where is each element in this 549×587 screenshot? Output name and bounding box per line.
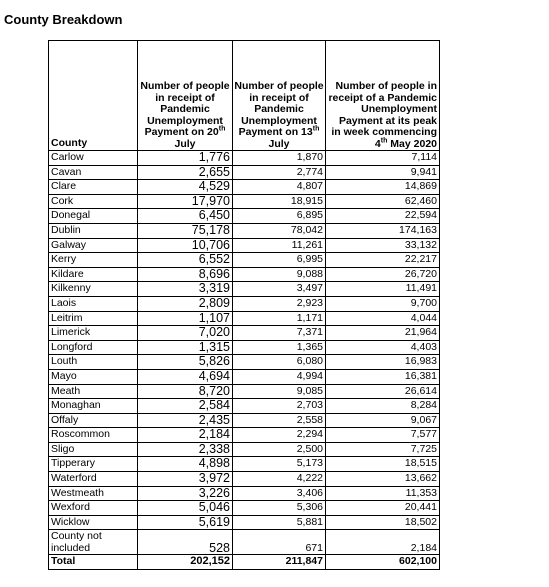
- county-cell: Kerry: [49, 253, 138, 268]
- header-peak: Number of people in receipt of a Pandemic Unemployment Payment at its peak in week commencing 4th May 2020: [326, 41, 440, 151]
- county-cell: Clare: [49, 180, 138, 195]
- county-cell: Louth: [49, 355, 138, 370]
- county-cell: Galway: [49, 238, 138, 253]
- jul20-cell: 8,696: [138, 267, 233, 282]
- peak-cell: 33,132: [326, 238, 440, 253]
- peak-cell: 14,869: [326, 180, 440, 195]
- jul13-cell: 11,261: [233, 238, 326, 253]
- peak-cell: 11,353: [326, 486, 440, 501]
- table-row: [49, 369, 440, 384]
- table-row: [49, 384, 440, 399]
- jul13-cell: 2,500: [233, 442, 326, 457]
- jul20-cell: 5,826: [138, 355, 233, 370]
- header-row: [49, 41, 440, 151]
- jul13-cell: 5,306: [233, 501, 326, 516]
- total-row: [49, 555, 440, 570]
- county-cell: Longford: [49, 340, 138, 355]
- jul13-cell: 2,774: [233, 165, 326, 180]
- table-row: [49, 399, 440, 414]
- county-cell: Waterford: [49, 472, 138, 487]
- jul20-cell: 17,970: [138, 194, 233, 209]
- county-cell: Wicklow: [49, 515, 138, 530]
- table-row: [49, 355, 440, 370]
- peak-cell: 4,403: [326, 340, 440, 355]
- peak-cell: 21,964: [326, 326, 440, 341]
- peak-cell: 16,983: [326, 355, 440, 370]
- peak-cell: 62,460: [326, 194, 440, 209]
- jul20-cell: 202,152: [138, 555, 233, 570]
- peak-cell: 4,044: [326, 311, 440, 326]
- jul13-cell: 6,995: [233, 253, 326, 268]
- jul20-cell: 8,720: [138, 384, 233, 399]
- county-cell: Sligo: [49, 442, 138, 457]
- jul13-cell: 5,173: [233, 457, 326, 472]
- header-jul13: Number of people in receipt of Pandemic Unemployment Payment on 13th July: [233, 41, 326, 151]
- county-cell: County not included: [49, 530, 138, 555]
- peak-cell: 22,217: [326, 253, 440, 268]
- jul13-cell: 7,371: [233, 326, 326, 341]
- peak-cell: 18,502: [326, 515, 440, 530]
- peak-cell: 20,441: [326, 501, 440, 516]
- jul20-cell: 2,338: [138, 442, 233, 457]
- jul20-cell: 528: [138, 530, 233, 555]
- county-cell: Leitrim: [49, 311, 138, 326]
- county-cell: Monaghan: [49, 399, 138, 414]
- peak-cell: 13,662: [326, 472, 440, 487]
- peak-cell: 22,594: [326, 209, 440, 224]
- jul20-cell: 2,655: [138, 165, 233, 180]
- table-row: [49, 442, 440, 457]
- county-cell: Kilkenny: [49, 282, 138, 297]
- jul20-cell: 5,619: [138, 515, 233, 530]
- county-breakdown-table: [48, 40, 440, 570]
- county-cell: Dublin: [49, 223, 138, 238]
- jul20-cell: 2,435: [138, 413, 233, 428]
- county-cell: Offaly: [49, 413, 138, 428]
- county-cell: Westmeath: [49, 486, 138, 501]
- peak-cell: 9,941: [326, 165, 440, 180]
- jul20-cell: 1,315: [138, 340, 233, 355]
- jul13-cell: 1,870: [233, 151, 326, 166]
- jul13-cell: 18,915: [233, 194, 326, 209]
- peak-cell: 26,614: [326, 384, 440, 399]
- peak-cell: 26,720: [326, 267, 440, 282]
- table-row: [49, 253, 440, 268]
- jul13-cell: 3,497: [233, 282, 326, 297]
- county-cell: Tipperary: [49, 457, 138, 472]
- jul13-cell: 2,558: [233, 413, 326, 428]
- jul20-cell: 5,046: [138, 501, 233, 516]
- peak-cell: 16,381: [326, 369, 440, 384]
- table-row: [49, 180, 440, 195]
- peak-cell: 174,163: [326, 223, 440, 238]
- peak-cell: 9,067: [326, 413, 440, 428]
- county-cell: Limerick: [49, 326, 138, 341]
- table-row: [49, 151, 440, 166]
- peak-cell: 11,491: [326, 282, 440, 297]
- table-row: [49, 501, 440, 516]
- peak-cell: 7,577: [326, 428, 440, 443]
- peak-cell: 9,700: [326, 296, 440, 311]
- jul20-cell: 75,178: [138, 223, 233, 238]
- jul20-cell: 2,184: [138, 428, 233, 443]
- county-cell: Wexford: [49, 501, 138, 516]
- county-cell: Cork: [49, 194, 138, 209]
- peak-cell: 7,114: [326, 151, 440, 166]
- table-row: [49, 326, 440, 341]
- jul13-cell: 211,847: [233, 555, 326, 570]
- table-row: [49, 296, 440, 311]
- county-cell: Cavan: [49, 165, 138, 180]
- jul13-cell: 9,085: [233, 384, 326, 399]
- jul13-cell: 2,294: [233, 428, 326, 443]
- jul13-cell: 4,994: [233, 369, 326, 384]
- peak-cell: 18,515: [326, 457, 440, 472]
- jul13-cell: 78,042: [233, 223, 326, 238]
- peak-cell: 8,284: [326, 399, 440, 414]
- jul13-cell: 1,365: [233, 340, 326, 355]
- table-row: [49, 223, 440, 238]
- table-row: [49, 472, 440, 487]
- jul20-cell: 6,552: [138, 253, 233, 268]
- table-row: [49, 457, 440, 472]
- county-cell: Mayo: [49, 369, 138, 384]
- jul13-cell: 1,171: [233, 311, 326, 326]
- jul20-cell: 7,020: [138, 326, 233, 341]
- jul13-cell: 4,807: [233, 180, 326, 195]
- county-cell: Meath: [49, 384, 138, 399]
- table-row: [49, 515, 440, 530]
- jul20-cell: 3,319: [138, 282, 233, 297]
- jul13-cell: 6,080: [233, 355, 326, 370]
- table-row: [49, 340, 440, 355]
- jul20-cell: 3,972: [138, 472, 233, 487]
- county-cell: Donegal: [49, 209, 138, 224]
- page-title: County Breakdown: [4, 12, 123, 27]
- table-row: [49, 238, 440, 253]
- table-row: [49, 165, 440, 180]
- table-row: [49, 530, 440, 555]
- county-cell: Total: [49, 555, 138, 570]
- table-row: [49, 428, 440, 443]
- jul13-cell: 3,406: [233, 486, 326, 501]
- jul20-cell: 2,809: [138, 296, 233, 311]
- jul20-cell: 4,694: [138, 369, 233, 384]
- county-cell: Laois: [49, 296, 138, 311]
- county-cell: Kildare: [49, 267, 138, 282]
- jul13-cell: 2,703: [233, 399, 326, 414]
- table-row: [49, 486, 440, 501]
- jul20-cell: 2,584: [138, 399, 233, 414]
- peak-cell: 7,725: [326, 442, 440, 457]
- jul13-cell: 5,881: [233, 515, 326, 530]
- peak-cell: 2,184: [326, 530, 440, 555]
- jul20-cell: 10,706: [138, 238, 233, 253]
- county-cell: Roscommon: [49, 428, 138, 443]
- jul13-cell: 671: [233, 530, 326, 555]
- table-row: [49, 194, 440, 209]
- peak-cell: 602,100: [326, 555, 440, 570]
- county-cell: Carlow: [49, 151, 138, 166]
- jul20-cell: 1,776: [138, 151, 233, 166]
- jul13-cell: 6,895: [233, 209, 326, 224]
- jul13-cell: 9,088: [233, 267, 326, 282]
- table-row: [49, 282, 440, 297]
- jul13-cell: 2,923: [233, 296, 326, 311]
- table-row: [49, 413, 440, 428]
- header-jul20: Number of people in receipt of Pandemic Unemployment Payment on 20th July: [138, 41, 233, 151]
- jul20-cell: 3,226: [138, 486, 233, 501]
- table-row: [49, 311, 440, 326]
- table-row: [49, 267, 440, 282]
- table-row: [49, 209, 440, 224]
- jul13-cell: 4,222: [233, 472, 326, 487]
- jul20-cell: 4,529: [138, 180, 233, 195]
- jul20-cell: 6,450: [138, 209, 233, 224]
- jul20-cell: 1,107: [138, 311, 233, 326]
- jul20-cell: 4,898: [138, 457, 233, 472]
- header-county: County: [49, 41, 138, 151]
